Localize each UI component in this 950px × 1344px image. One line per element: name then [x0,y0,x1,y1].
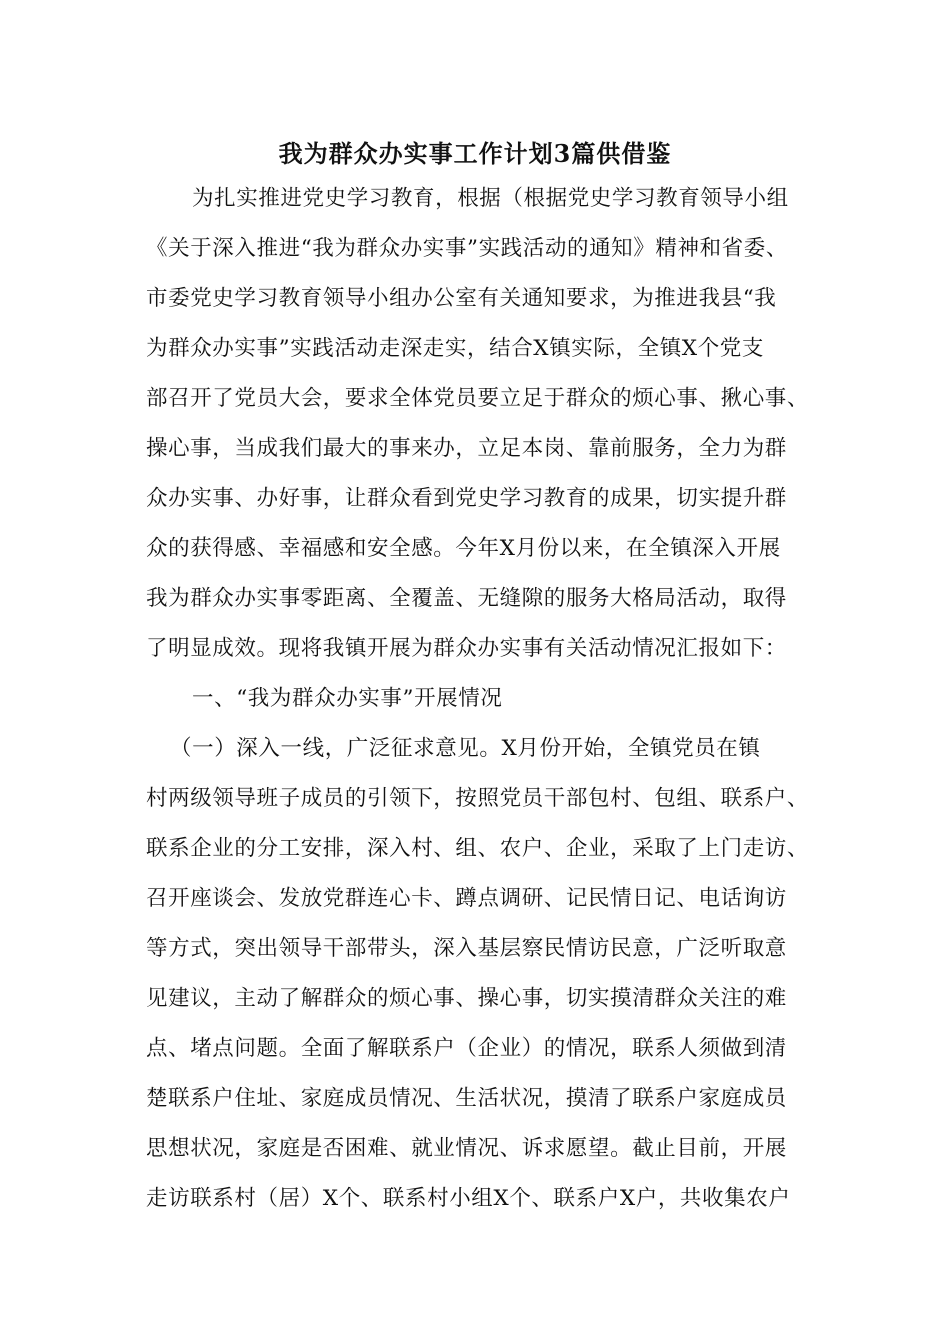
body-line: 《关于深入推进“我为群众办实事”实践活动的通知》精神和省委、 [146,236,788,261]
body-line: 市委党史学习教育领导小组办公室有关通知要求，为推进我县“我 [146,286,777,311]
body-line: 我为群众办实事零距离、全覆盖、无缝隙的服务大格局活动，取得 [146,586,787,611]
body-line: （一）深入一线，广泛征求意见。X月份开始，全镇党员在镇 [170,736,761,761]
body-line: 见建议，主动了解群众的烦心事、操心事，切实摸清群众关注的难 [146,986,787,1011]
body-line: 等方式，突出领导干部带头，深入基层察民情访民意，广泛听取意 [146,936,787,961]
body-line: 众办实事、办好事，让群众看到党史学习教育的成果，切实提升群 [146,486,787,511]
body-line: 操心事，当成我们最大的事来办，立足本岗、靠前服务，全力为群 [146,436,787,461]
body-line: 楚联系户住址、家庭成员情况、生活状况，摸清了联系户家庭成员 [146,1086,787,1111]
body-line: 部召开了党员大会，要求全体党员要立足于群众的烦心事、揪心事、 [146,386,810,411]
body-line: 联系企业的分工安排，深入村、组、农户、企业，采取了上门走访、 [146,836,810,861]
document-title: 我为群众办实事工作计划3篇供借鉴 [278,139,672,168]
body-line: 为群众办实事”实践活动走深走实，结合X镇实际，全镇X个党支 [146,336,765,361]
body-line: 众的获得感、幸福感和安全感。今年X月份以来，在全镇深入开展 [146,536,781,561]
body-line: 思想状况，家庭是否困难、就业情况、诉求愿望。截止目前，开展 [146,1136,787,1161]
body-line: 了明显成效。现将我镇开展为群众办实事有关活动情况汇报如下： [146,636,787,661]
body-line: 召开座谈会、发放党群连心卡、蹲点调研、记民情日记、电话询访 [146,886,787,911]
section-heading: 一、“我为群众办实事”开展情况 [192,686,503,711]
body-line: 点、堵点问题。全面了解联系户（企业）的情况，联系人须做到清 [146,1036,787,1061]
body-line: 为扎实推进党史学习教育，根据（根据党史学习教育领导小组 [192,186,789,211]
body-line: 走访联系村（居）X个、联系村小组X个、联系户X户，共收集农户 [146,1186,791,1211]
body-line: 村两级领导班子成员的引领下，按照党员干部包村、包组、联系户、 [146,786,810,811]
